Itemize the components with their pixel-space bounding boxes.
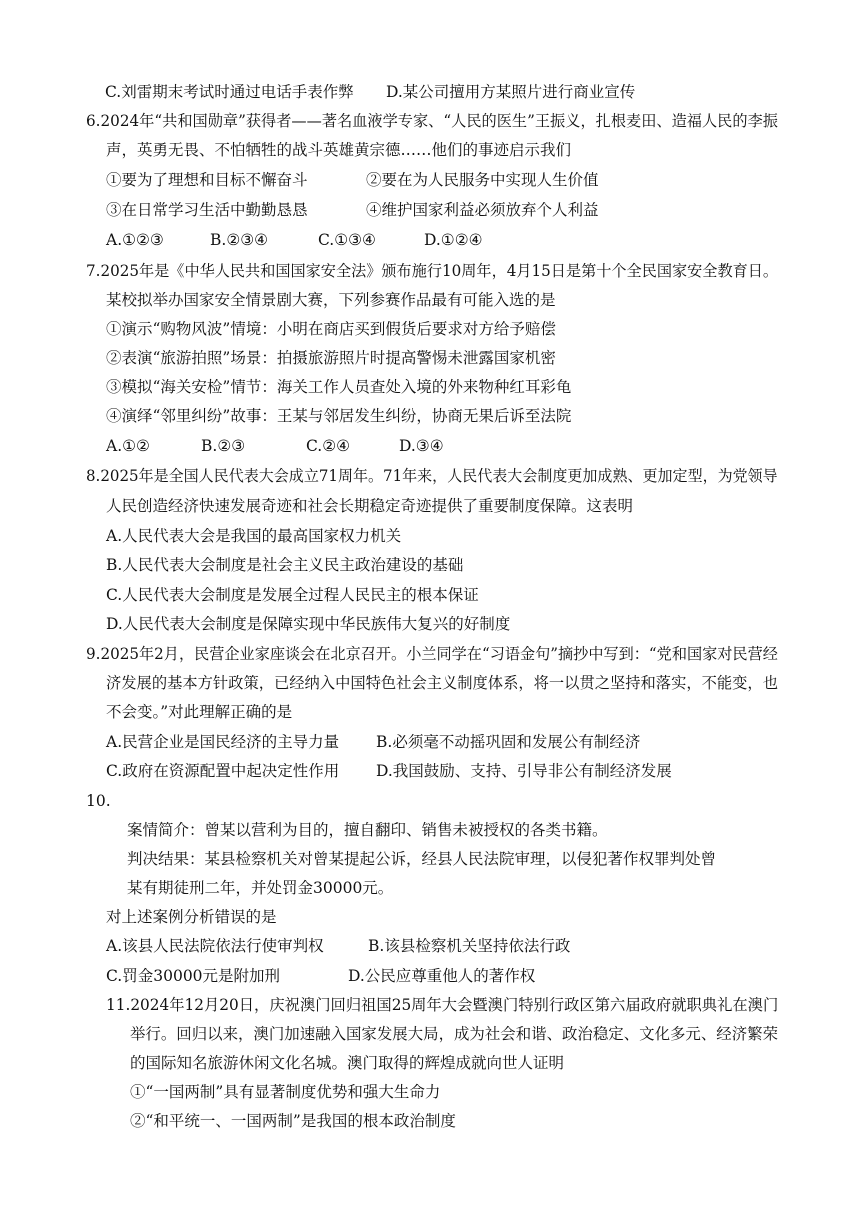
q7-statement-3: ③模拟“海关安检”情节：海关工作人员查处入境的外来物种红耳彩龟 [106,378,572,396]
q11-statement-1: ①“一国两制”具有显著制度优势和强大生命力 [130,1083,441,1101]
q9-stem-line-2: 济发展的基本方针政策，已经纳入中国特色社会主义制度体系，将一以贯之坚持和落实，不能变，也 [106,674,778,692]
q9-option-a: A.民营企业是国民经济的主导力量 [106,733,340,751]
q11-stem-line-1: 11.2024年12月20日，庆祝澳门回归祖国25周年大会暨澳门特别行政区第六届政府就职典礼在澳门 [106,996,779,1014]
q7-option-d: D.③④ [399,437,444,455]
q7-option-c: C.②④ [306,437,351,455]
q7-option-b: B.②③ [201,437,246,455]
q6-statement-1: ①要为了理想和目标不懈奋斗 [106,171,308,189]
q10-option-a: A.该县人民法院依法行使审判权 [106,937,324,955]
q6-statement-3: ③在日常学习生活中勤勤恳恳 [106,201,308,219]
q7-stem-line-2: 某校拟举办国家安全情景剧大赛，下列参赛作品最有可能入选的是 [106,291,556,309]
q6-stem-line-1: 6.2024年“共和国勋章”获得者——著名血液学专家、“人民的医生”王振义，扎根麦田、造福人民的李振 [86,112,778,130]
q7-statement-1: ①演示“购物风波”情境：小明在商店买到假货后要求对方给予赔偿 [106,320,556,338]
q10-option-d: D.公民应尊重他人的著作权 [348,967,536,985]
q5-option-d: D.某公司擅用方某照片进行商业宣传 [386,83,636,101]
q11-stem-line-2: 举行。回归以来，澳门加速融入国家发展大局，成为社会和谐、政治稳定、文化多元、经济繁荣 [130,1025,779,1043]
q6-option-b: B.②③④ [210,231,269,249]
q8-option-a: A.人民代表大会是我国的最高国家权力机关 [106,527,402,545]
q5-option-c: C.刘雷期末考试时通过电话手表作弊 [105,83,354,101]
q6-stem-line-2: 声，英勇无畏、不怕牺牲的战斗英雄黄宗德……他们的事迹启示我们 [106,141,572,159]
q9-stem-line-1: 9.2025年2月，民营企业家座谈会在北京召开。小兰同学在“习语金句”摘抄中写到：“党和国家对民营经 [86,645,778,663]
q6-statement-2: ②要在为人民服务中实现人生价值 [366,171,599,189]
q6-statement-4: ④维护国家利益必须放弃个人利益 [366,201,599,219]
q7-option-a: A.①② [106,437,150,455]
q8-option-b: B.人民代表大会制度是社会主义民主政治建设的基础 [106,556,464,574]
q6-option-d: D.①②④ [424,231,483,249]
q9-option-b: B.必须毫不动摇巩固和发展公有制经济 [376,733,641,751]
q10-option-c: C.罚金30000元是附加刑 [106,967,281,985]
q7-statement-2: ②表演“旅游拍照”场景：拍摄旅游照片时提高警惕未泄露国家机密 [106,349,556,367]
q6-option-c: C.①③④ [318,231,376,249]
q10-stem: 对上述案例分析错误的是 [106,908,277,926]
q8-stem-line-1: 8.2025年是全国人民代表大会成立71周年。71年来，人民代表大会制度更加成熟、更加定型，为党领导 [86,467,778,485]
q8-option-d: D.人民代表大会制度是保障实现中华民族伟大复兴的好制度 [106,615,511,633]
q8-stem-line-2: 人民创造经济快速发展奇迹和社会长期稳定奇迹提供了重要制度保障。这表明 [106,497,634,515]
q9-option-c: C.政府在资源配置中起决定性作用 [106,762,340,780]
q7-statement-4: ④演绎“邻里纠纷”故事：王某与邻居发生纠纷，协商无果后诉至法院 [106,407,572,425]
q10-case-summary: 案情简介：曾某以营利为目的，擅自翻印、销售未被授权的各类书籍。 [127,821,608,839]
q7-stem-line-1: 7.2025年是《中华人民共和国国家安全法》颁布施行10周年，4月15日是第十个全民国家安全教育日。 [86,262,779,280]
q10-verdict-line-2: 某有期徒刑二年，并处罚金30000元。 [127,879,394,897]
q9-option-d: D.我国鼓励、支持、引导非公有制经济发展 [376,762,672,780]
q10-option-b: B.该县检察机关坚持依法行政 [368,937,571,955]
q11-stem-line-3: 的国际知名旅游休闲文化名城。澳门取得的辉煌成就向世人证明 [130,1054,565,1072]
q11-statement-2: ②“和平统一、一国两制”是我国的根本政治制度 [130,1112,456,1130]
q9-stem-line-3: 不会变。”对此理解正确的是 [106,703,293,721]
q6-option-a: A.①②③ [106,231,164,249]
q10-verdict-line-1: 判决结果：某县检察机关对曾某提起公诉，经县人民法院审理，以侵犯著作权罪判处曾 [127,850,717,868]
q8-option-c: C.人民代表大会制度是发展全过程人民民主的根本保证 [106,586,479,604]
q10-number: 10. [86,792,111,810]
